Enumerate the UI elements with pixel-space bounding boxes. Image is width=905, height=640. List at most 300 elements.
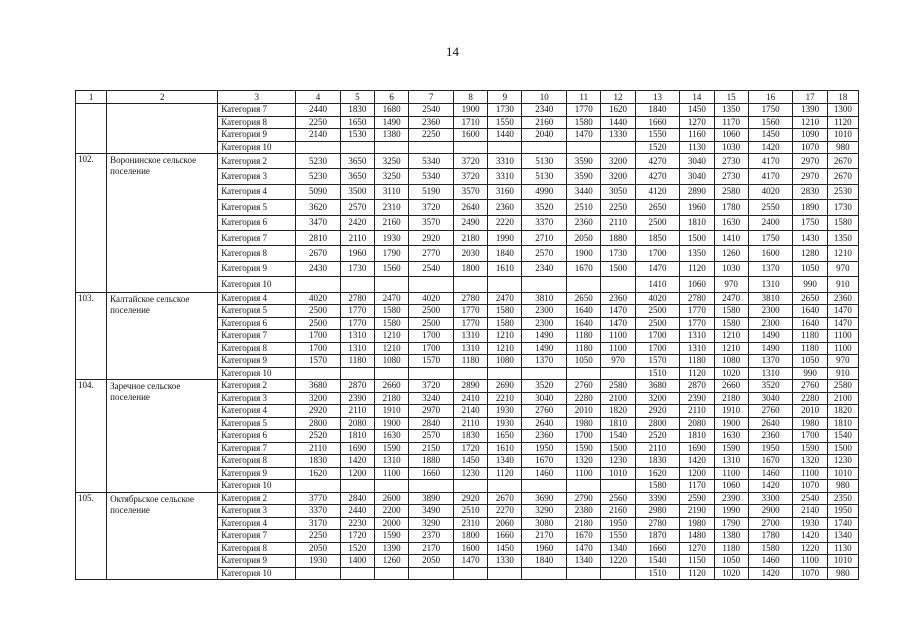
value-cell: 990 xyxy=(793,367,827,380)
value-cell: 1900 xyxy=(375,417,409,430)
value-cell: 1330 xyxy=(601,129,635,142)
value-cell: 1340 xyxy=(827,530,858,543)
category-cell: Категория 8 xyxy=(218,542,296,555)
value-cell: 1010 xyxy=(601,467,635,480)
value-cell: 1460 xyxy=(522,467,567,480)
value-cell: 1690 xyxy=(340,442,374,455)
value-cell: 1730 xyxy=(601,246,635,261)
value-cell: 2110 xyxy=(296,442,341,455)
value-cell: 1150 xyxy=(680,555,714,568)
value-cell: 1350 xyxy=(714,104,748,117)
value-cell: 1470 xyxy=(601,317,635,330)
value-cell: 3160 xyxy=(488,184,522,199)
value-cell: 2030 xyxy=(453,246,487,261)
value-cell: 1490 xyxy=(375,116,409,129)
value-cell: 3720 xyxy=(409,200,454,215)
value-cell: 2500 xyxy=(635,305,680,318)
value-cell: 1830 xyxy=(340,104,374,117)
row-index-cell: 102. xyxy=(76,154,107,293)
value-cell xyxy=(340,480,374,493)
value-cell: 2050 xyxy=(567,230,601,245)
value-cell: 1410 xyxy=(635,277,680,292)
value-cell: 2570 xyxy=(340,200,374,215)
value-cell: 2870 xyxy=(680,380,714,393)
value-cell: 2390 xyxy=(680,392,714,405)
value-cell: 3490 xyxy=(409,505,454,518)
value-cell xyxy=(522,367,567,380)
value-cell: 2050 xyxy=(409,555,454,568)
value-cell: 1440 xyxy=(601,116,635,129)
value-cell: 1610 xyxy=(488,261,522,276)
value-cell: 2780 xyxy=(635,517,680,530)
value-cell xyxy=(453,480,487,493)
value-cell: 2080 xyxy=(680,417,714,430)
table-row xyxy=(76,104,859,117)
value-cell: 1100 xyxy=(601,342,635,355)
value-cell: 1010 xyxy=(827,555,858,568)
table-header xyxy=(76,91,859,104)
value-cell: 2310 xyxy=(375,200,409,215)
value-cell: 2900 xyxy=(748,505,793,518)
value-cell: 2640 xyxy=(748,417,793,430)
value-cell: 3650 xyxy=(340,169,374,184)
value-cell: 1600 xyxy=(453,542,487,555)
value-cell: 3110 xyxy=(375,184,409,199)
column-header-13: 13 xyxy=(635,91,680,104)
value-cell: 2500 xyxy=(409,305,454,318)
value-cell: 1670 xyxy=(567,530,601,543)
value-cell: 1340 xyxy=(488,455,522,468)
row-index-cell: 103. xyxy=(76,292,107,380)
value-cell: 2190 xyxy=(680,505,714,518)
value-cell: 5190 xyxy=(409,184,454,199)
value-cell: 2760 xyxy=(567,380,601,393)
value-cell xyxy=(296,277,341,292)
value-cell: 2430 xyxy=(296,261,341,276)
value-cell: 1100 xyxy=(375,467,409,480)
value-cell: 1470 xyxy=(635,261,680,276)
value-cell: 1960 xyxy=(680,200,714,215)
value-cell: 3650 xyxy=(340,154,374,169)
category-cell: Категория 8 xyxy=(218,116,296,129)
value-cell: 1700 xyxy=(409,342,454,355)
value-cell: 1990 xyxy=(714,505,748,518)
category-cell: Категория 8 xyxy=(218,342,296,355)
value-cell: 2920 xyxy=(635,405,680,418)
value-cell: 2510 xyxy=(453,505,487,518)
value-cell: 3720 xyxy=(453,169,487,184)
value-cell: 1470 xyxy=(827,305,858,318)
value-cell: 1310 xyxy=(680,342,714,355)
value-cell: 1580 xyxy=(567,116,601,129)
value-cell: 1450 xyxy=(680,104,714,117)
value-cell: 1680 xyxy=(375,104,409,117)
value-cell: 1310 xyxy=(453,330,487,343)
value-cell: 1130 xyxy=(827,542,858,555)
category-cell: Категория 6 xyxy=(218,215,296,230)
value-cell: 1210 xyxy=(375,342,409,355)
value-cell: 1750 xyxy=(793,215,827,230)
value-cell: 2360 xyxy=(601,292,635,305)
value-cell: 1830 xyxy=(453,430,487,443)
value-cell: 1450 xyxy=(453,455,487,468)
value-cell: 1700 xyxy=(635,330,680,343)
value-cell: 1060 xyxy=(714,480,748,493)
value-cell xyxy=(409,141,454,154)
value-cell: 2180 xyxy=(375,392,409,405)
value-cell: 2080 xyxy=(340,417,374,430)
value-cell: 1310 xyxy=(340,342,374,355)
value-cell: 2370 xyxy=(409,530,454,543)
value-cell: 1770 xyxy=(453,305,487,318)
value-cell: 1170 xyxy=(680,480,714,493)
value-cell: 2500 xyxy=(635,317,680,330)
value-cell: 1870 xyxy=(635,530,680,543)
value-cell: 1180 xyxy=(714,542,748,555)
value-cell: 1260 xyxy=(714,246,748,261)
value-cell: 1230 xyxy=(601,455,635,468)
value-cell: 2010 xyxy=(793,405,827,418)
row-index-cell xyxy=(76,104,107,154)
value-cell: 2170 xyxy=(522,530,567,543)
value-cell xyxy=(453,567,487,580)
value-cell: 1930 xyxy=(488,417,522,430)
value-cell: 3290 xyxy=(409,517,454,530)
value-cell xyxy=(375,567,409,580)
value-cell: 1930 xyxy=(375,230,409,245)
value-cell: 3690 xyxy=(522,492,567,505)
value-cell: 2580 xyxy=(827,380,858,393)
column-header-9: 9 xyxy=(488,91,522,104)
value-cell: 1790 xyxy=(714,517,748,530)
value-cell: 1720 xyxy=(340,530,374,543)
value-cell: 1770 xyxy=(340,305,374,318)
value-cell: 2640 xyxy=(453,200,487,215)
value-cell: 1120 xyxy=(488,467,522,480)
value-cell: 1210 xyxy=(714,330,748,343)
value-cell: 2670 xyxy=(296,246,341,261)
value-cell: 1500 xyxy=(601,261,635,276)
value-cell: 1330 xyxy=(488,555,522,568)
value-cell: 1120 xyxy=(680,567,714,580)
value-cell: 1510 xyxy=(635,367,680,380)
value-cell: 2250 xyxy=(296,116,341,129)
value-cell: 1120 xyxy=(680,367,714,380)
value-cell: 1100 xyxy=(793,555,827,568)
value-cell: 2550 xyxy=(748,200,793,215)
value-cell: 1390 xyxy=(793,104,827,117)
value-cell: 1640 xyxy=(793,305,827,318)
value-cell: 2510 xyxy=(567,200,601,215)
value-cell: 3390 xyxy=(635,492,680,505)
value-cell: 1700 xyxy=(409,330,454,343)
category-cell: Категория 10 xyxy=(218,567,296,580)
value-cell: 1700 xyxy=(296,330,341,343)
column-header-18: 18 xyxy=(827,91,858,104)
value-cell: 2210 xyxy=(488,392,522,405)
value-cell: 3310 xyxy=(488,169,522,184)
value-cell: 1420 xyxy=(748,567,793,580)
value-cell xyxy=(296,567,341,580)
value-cell: 1700 xyxy=(635,342,680,355)
value-cell: 1010 xyxy=(827,467,858,480)
value-cell: 1440 xyxy=(488,129,522,142)
value-cell: 1180 xyxy=(340,355,374,368)
value-cell: 1950 xyxy=(748,442,793,455)
value-cell: 1660 xyxy=(635,116,680,129)
value-cell: 2250 xyxy=(296,530,341,543)
value-cell: 1660 xyxy=(488,530,522,543)
value-cell xyxy=(340,141,374,154)
table-row xyxy=(76,492,859,505)
value-cell: 2040 xyxy=(522,129,567,142)
column-header-3: 3 xyxy=(218,91,296,104)
value-cell: 1380 xyxy=(375,129,409,142)
value-cell: 3250 xyxy=(375,169,409,184)
value-cell: 980 xyxy=(827,141,858,154)
value-cell: 1130 xyxy=(680,141,714,154)
value-cell: 2360 xyxy=(748,430,793,443)
value-cell: 990 xyxy=(793,277,827,292)
value-cell: 1490 xyxy=(522,342,567,355)
value-cell: 2660 xyxy=(375,380,409,393)
value-cell: 2920 xyxy=(296,405,341,418)
value-cell: 2180 xyxy=(714,392,748,405)
value-cell: 2440 xyxy=(340,505,374,518)
value-cell: 2380 xyxy=(567,505,601,518)
row-index-cell: 105. xyxy=(76,492,107,580)
value-cell: 5230 xyxy=(296,169,341,184)
value-cell: 2650 xyxy=(567,292,601,305)
value-cell: 1630 xyxy=(714,430,748,443)
value-cell: 5130 xyxy=(522,154,567,169)
value-cell xyxy=(409,367,454,380)
value-cell: 1180 xyxy=(567,330,601,343)
value-cell: 2280 xyxy=(567,392,601,405)
value-cell: 1810 xyxy=(601,417,635,430)
value-cell: 1070 xyxy=(793,480,827,493)
value-cell: 1900 xyxy=(453,104,487,117)
value-cell: 1960 xyxy=(340,246,374,261)
value-cell: 1100 xyxy=(793,467,827,480)
value-cell: 2890 xyxy=(453,380,487,393)
value-cell xyxy=(601,480,635,493)
value-cell: 1700 xyxy=(793,430,827,443)
value-cell: 1500 xyxy=(601,442,635,455)
value-cell: 1420 xyxy=(748,480,793,493)
value-cell: 2780 xyxy=(453,292,487,305)
value-cell: 1580 xyxy=(635,480,680,493)
value-cell: 2110 xyxy=(340,230,374,245)
value-cell: 910 xyxy=(827,367,858,380)
value-cell: 1460 xyxy=(748,467,793,480)
value-cell: 2010 xyxy=(567,405,601,418)
value-cell: 2920 xyxy=(409,230,454,245)
value-cell: 1120 xyxy=(680,261,714,276)
value-cell: 2050 xyxy=(296,542,341,555)
value-cell: 970 xyxy=(827,261,858,276)
value-cell: 1180 xyxy=(567,342,601,355)
value-cell: 1630 xyxy=(714,215,748,230)
value-cell: 1270 xyxy=(680,542,714,555)
value-cell: 2580 xyxy=(714,184,748,199)
value-cell xyxy=(340,277,374,292)
value-cell xyxy=(522,277,567,292)
column-header-12: 12 xyxy=(601,91,635,104)
value-cell: 1910 xyxy=(714,405,748,418)
category-cell: Категория 3 xyxy=(218,505,296,518)
category-cell: Категория 3 xyxy=(218,169,296,184)
value-cell: 2520 xyxy=(296,430,341,443)
value-cell: 3520 xyxy=(748,380,793,393)
value-cell: 1710 xyxy=(453,116,487,129)
value-cell: 2400 xyxy=(748,215,793,230)
value-cell: 1050 xyxy=(793,261,827,276)
value-cell: 2540 xyxy=(409,261,454,276)
value-cell: 2780 xyxy=(340,292,374,305)
value-cell: 1420 xyxy=(748,141,793,154)
category-cell: Категория 6 xyxy=(218,317,296,330)
value-cell: 1580 xyxy=(748,542,793,555)
value-cell: 1390 xyxy=(375,542,409,555)
value-cell: 2800 xyxy=(296,417,341,430)
value-cell: 2760 xyxy=(748,405,793,418)
value-cell: 1600 xyxy=(748,246,793,261)
value-cell: 1270 xyxy=(680,116,714,129)
value-cell: 2760 xyxy=(522,405,567,418)
value-cell: 1550 xyxy=(635,129,680,142)
value-cell: 2250 xyxy=(409,129,454,142)
value-cell: 1220 xyxy=(793,542,827,555)
value-cell: 2000 xyxy=(375,517,409,530)
value-cell: 2110 xyxy=(635,442,680,455)
tariff-table xyxy=(75,90,859,580)
value-cell xyxy=(601,277,635,292)
value-cell: 2350 xyxy=(827,492,858,505)
value-cell: 1050 xyxy=(793,355,827,368)
value-cell: 4270 xyxy=(635,154,680,169)
value-cell: 3500 xyxy=(340,184,374,199)
value-cell: 2800 xyxy=(635,417,680,430)
value-cell: 1820 xyxy=(827,405,858,418)
settlement-name-cell: Октябрьское сельское поселение xyxy=(107,492,218,580)
value-cell: 1180 xyxy=(453,355,487,368)
value-cell: 1540 xyxy=(601,430,635,443)
value-cell xyxy=(488,480,522,493)
value-cell: 1230 xyxy=(827,455,858,468)
value-cell: 5130 xyxy=(522,169,567,184)
value-cell: 1310 xyxy=(748,277,793,292)
value-cell: 2580 xyxy=(601,380,635,393)
value-cell: 3040 xyxy=(522,392,567,405)
table-row xyxy=(76,380,859,393)
value-cell: 2300 xyxy=(522,305,567,318)
value-cell xyxy=(375,141,409,154)
column-header-16: 16 xyxy=(748,91,793,104)
value-cell: 1770 xyxy=(567,104,601,117)
value-cell xyxy=(601,141,635,154)
category-cell: Категория 2 xyxy=(218,154,296,169)
value-cell xyxy=(567,480,601,493)
value-cell xyxy=(409,277,454,292)
value-cell xyxy=(409,567,454,580)
value-cell xyxy=(488,277,522,292)
value-cell: 1490 xyxy=(522,330,567,343)
value-cell: 2140 xyxy=(453,405,487,418)
category-cell: Категория 5 xyxy=(218,305,296,318)
value-cell: 3620 xyxy=(296,200,341,215)
value-cell: 1020 xyxy=(714,367,748,380)
value-cell: 970 xyxy=(601,355,635,368)
value-cell: 1030 xyxy=(714,141,748,154)
value-cell: 1930 xyxy=(296,555,341,568)
value-cell: 1620 xyxy=(601,104,635,117)
value-cell: 1340 xyxy=(567,555,601,568)
value-cell: 1810 xyxy=(680,215,714,230)
settlement-name-cell xyxy=(107,104,218,154)
value-cell: 1470 xyxy=(601,305,635,318)
value-cell: 2360 xyxy=(409,116,454,129)
value-cell: 1280 xyxy=(793,246,827,261)
value-cell: 1470 xyxy=(567,129,601,142)
value-cell: 980 xyxy=(827,480,858,493)
value-cell: 2470 xyxy=(714,292,748,305)
category-cell: Категория 4 xyxy=(218,292,296,305)
settlement-name-cell: Воронинское сельское поселение xyxy=(107,154,218,293)
value-cell: 970 xyxy=(827,355,858,368)
value-cell: 1900 xyxy=(714,417,748,430)
value-cell: 3570 xyxy=(409,215,454,230)
value-cell: 3200 xyxy=(296,392,341,405)
value-cell: 4020 xyxy=(635,292,680,305)
category-cell: Категория 7 xyxy=(218,230,296,245)
value-cell: 1570 xyxy=(635,355,680,368)
value-cell xyxy=(522,480,567,493)
header-row xyxy=(76,91,859,104)
value-cell: 1070 xyxy=(793,567,827,580)
value-cell: 1810 xyxy=(827,417,858,430)
value-cell: 5340 xyxy=(409,154,454,169)
value-cell: 1350 xyxy=(680,246,714,261)
value-cell: 2670 xyxy=(827,154,858,169)
value-cell: 2540 xyxy=(793,492,827,505)
value-cell: 3370 xyxy=(522,215,567,230)
value-cell: 3310 xyxy=(488,154,522,169)
value-cell: 2410 xyxy=(453,392,487,405)
value-cell: 2660 xyxy=(714,380,748,393)
value-cell: 2650 xyxy=(635,200,680,215)
value-cell: 1590 xyxy=(793,442,827,455)
value-cell: 2780 xyxy=(680,292,714,305)
value-cell: 2670 xyxy=(488,492,522,505)
value-cell: 2520 xyxy=(635,430,680,443)
value-cell: 1010 xyxy=(827,129,858,142)
value-cell: 1820 xyxy=(601,405,635,418)
value-cell: 1610 xyxy=(488,442,522,455)
value-cell: 2250 xyxy=(601,200,635,215)
value-cell: 2980 xyxy=(635,505,680,518)
category-cell: Категория 9 xyxy=(218,555,296,568)
value-cell xyxy=(296,141,341,154)
value-cell: 1670 xyxy=(567,261,601,276)
value-cell: 2390 xyxy=(340,392,374,405)
value-cell: 1320 xyxy=(567,455,601,468)
value-cell: 1700 xyxy=(296,342,341,355)
value-cell: 1310 xyxy=(748,367,793,380)
value-cell: 1060 xyxy=(714,129,748,142)
value-cell: 2340 xyxy=(522,261,567,276)
value-cell: 4020 xyxy=(409,292,454,305)
